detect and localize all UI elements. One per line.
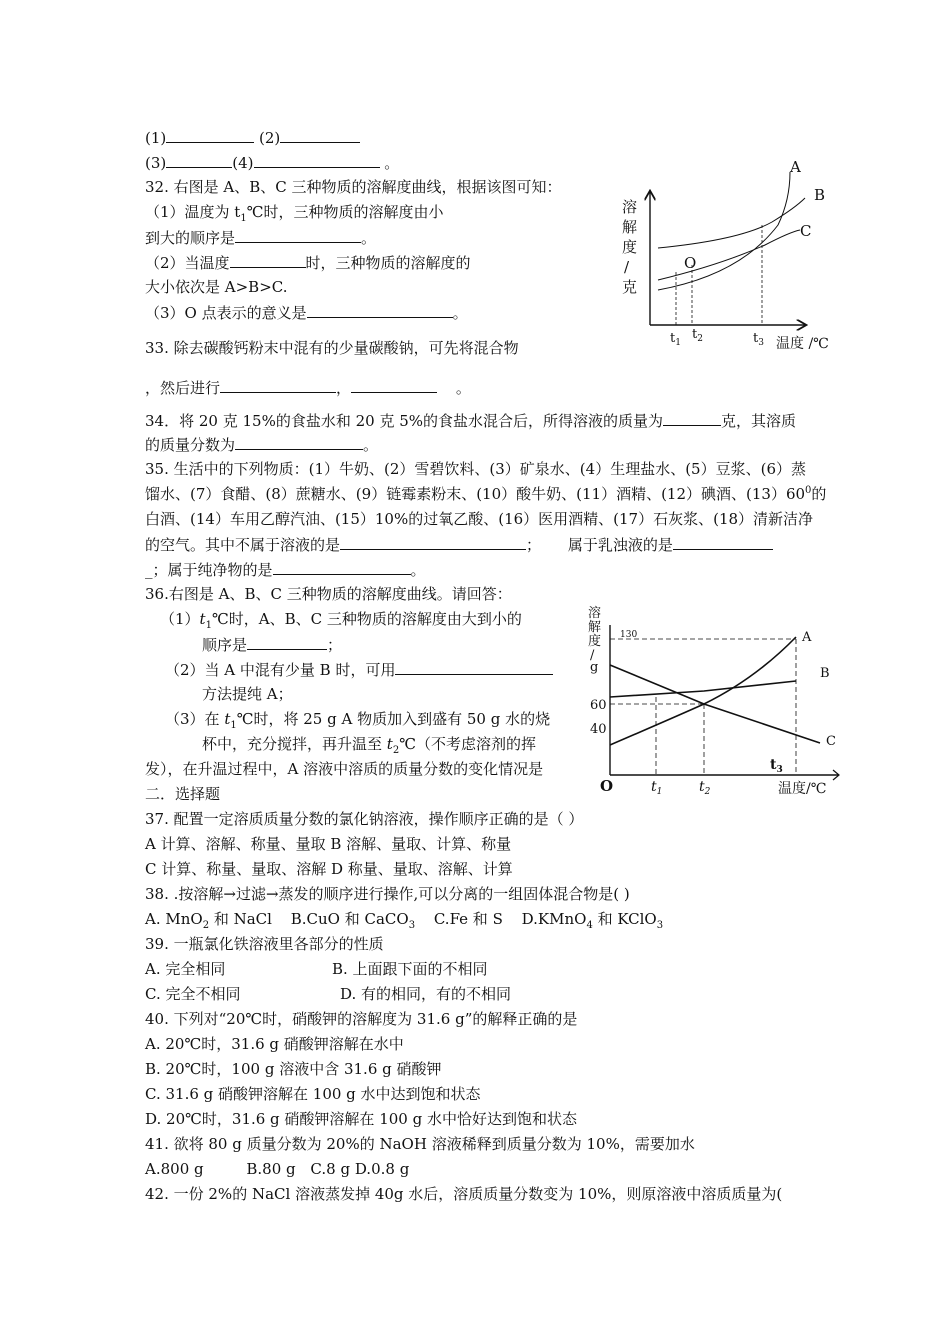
answer-blank[interactable] — [235, 434, 363, 450]
y-label-1: 溶 — [588, 606, 602, 621]
curve-a-label: A — [790, 158, 801, 176]
q36-part1-cont: 顺序是 ； — [202, 636, 343, 654]
curve-b — [658, 198, 805, 248]
y-label-2: 解 — [588, 620, 602, 635]
q32-stem: 32. 右图是 A、B、C 三种物质的溶解度曲线，根据该图可知： — [145, 178, 562, 196]
q37-options-ab: A 计算、溶解、称量、量取 B 溶解、量取、计算、称量 — [145, 835, 512, 853]
answer-blank[interactable] — [254, 152, 380, 168]
answer-blank[interactable] — [307, 302, 453, 318]
t3-label: $t_3$ — [770, 757, 783, 775]
q32-part2-cont: 大小依次是 A>B>C. — [145, 278, 288, 296]
t3-label: $t_3$ — [753, 331, 764, 348]
curve-a-label: A — [802, 630, 812, 645]
q38-options: A. MnO$_2$ 和 NaCl B.CuO 和 CaCO$_3$ C.Fe 和 S D.KMnO$_4$ 和 KClO$_3$ — [145, 910, 664, 931]
y-label-4: / — [624, 258, 630, 276]
q40-option-b: B. 20℃时，100 g 溶液中含 31.6 g 硝酸钾 — [145, 1060, 442, 1078]
q36-part2-cont: 方法提纯 A； — [202, 685, 293, 703]
q34-line-2: 的质量分数为 。 — [145, 436, 379, 454]
q35-line-1: 35. 生活中的下列物质：(1）牛奶、(2）雪碧饮料、(3）矿泉水、(4）生理盐水、(5）豆浆、(6）蒸 — [145, 460, 806, 478]
q32-part1: （1）温度为 $t_1℃$时，三种物质的溶解度由小 — [145, 203, 444, 224]
q39-option-d: D. 有的相同，有的不相同 — [340, 985, 512, 1003]
answer-blank[interactable] — [273, 559, 411, 575]
q35-line-4: 的空气。其中不属于溶液的是 ； 属于乳浊液的是 — [145, 534, 773, 555]
q40-option-c: C. 31.6 g 硝酸钾溶解在 100 g 水中达到饱和状态 — [145, 1085, 481, 1103]
answer-blank[interactable] — [673, 534, 773, 550]
q42-stem: 42. 一份 2%的 NaCl 溶液蒸发掉 40g 水后，溶质质量分数变为 10%，则原溶液中溶质质量为( — [145, 1185, 783, 1203]
q37-options-cd: C 计算、称量、量取、溶解 D 称量、量取、溶解、计算 — [145, 860, 513, 878]
origin-label: O — [600, 777, 614, 795]
x-axis-label: 温度 /℃ — [776, 336, 829, 352]
answer-blank[interactable] — [663, 410, 721, 426]
q35-line-2: 馏水、(7）食醋、(8）蔗糖水、(9）链霉素粉末、(10）酸牛奶、(11）酒精、(12）碘酒、$(13)60^0$的 — [145, 485, 827, 503]
answer-blank[interactable] — [220, 377, 336, 393]
q32-part2: （2）当温度 时，三种物质的溶解度的 — [145, 254, 471, 272]
q36-part3-cont: 杯中，充分搅拌，再升温至 $t_2℃$（不考虑溶剂的挥 — [202, 735, 536, 756]
q37-stem: 37. 配置一定溶质质量分数的氯化钠溶液，操作顺序正确的是（ ） — [145, 810, 584, 828]
y-label-2: 解 — [622, 218, 638, 236]
q41-stem: 41. 欲将 80 g 质量分数为 20%的 NaOH 溶液稀释到质量分数为 10%，需要加水 — [145, 1135, 695, 1153]
q40-stem: 40. 下列对“20℃时，硝酸钾的溶解度为 31.6 g”的解释正确的是 — [145, 1010, 578, 1028]
answer-blank[interactable] — [235, 227, 361, 243]
y-tick-40: 40 — [590, 722, 607, 737]
q31-line-2: (3) (4) 。 — [145, 154, 400, 172]
q39-option-b: B. 上面跟下面的不相同 — [332, 960, 488, 978]
q40-option-d: D. 20℃时，31.6 g 硝酸钾溶解在 100 g 水中恰好达到饱和状态 — [145, 1110, 577, 1128]
q35-line-3: 白酒、(14）车用乙醇汽油、(15）10%的过氧乙酸、(16）医用酒精、(17）石灰浆、(18）清新洁净 — [145, 510, 814, 528]
q33-line-2: ，然后进行 ， 。 — [145, 379, 471, 397]
q33-line-1: 33. 除去碳酸钙粉末中混有的少量碳酸钠，可先将混合物 — [145, 339, 519, 357]
q32-part3: （3）O 点表示的意义是 。 — [145, 304, 468, 322]
q38-stem: 38. .按溶解→过滤→蒸发的顺序进行操作,可以分离的一组固体混合物是( ) — [145, 885, 630, 903]
point-o-label: O — [684, 254, 697, 272]
x-axis-label: 温度/℃ — [778, 781, 827, 797]
q39-option-a: A. 完全相同 — [145, 960, 226, 978]
q40-option-a: A. 20℃时，31.6 g 硝酸钾溶解在水中 — [145, 1035, 404, 1053]
y-tick-130: 130 — [620, 630, 638, 640]
t1-label: $t_1$ — [670, 331, 681, 348]
answer-blank[interactable] — [230, 252, 306, 268]
answer-blank[interactable] — [166, 127, 254, 143]
t2-label: $t_2$ — [692, 327, 703, 344]
y-tick-60: 60 — [590, 698, 607, 713]
y-label-3: 度 — [622, 238, 638, 256]
curve-b-label: B — [820, 666, 830, 681]
answer-blank[interactable] — [280, 127, 360, 143]
q31-line-1: (1) (2) — [145, 127, 360, 148]
answer-blank[interactable] — [247, 634, 327, 650]
y-label-5: 克 — [622, 278, 638, 296]
q36-part1: $(1)t_1℃$时，A、B、C 三种物质的溶解度由大到小的 — [160, 610, 522, 631]
curve-a — [658, 172, 790, 290]
y-label-4: / — [590, 648, 595, 663]
q39-option-c: C. 完全不相同 — [145, 985, 241, 1003]
t2-label: $t_2$ — [699, 779, 711, 797]
q41-options: A.800 g B.80 g C.8 g D.0.8 g — [145, 1160, 410, 1178]
section-title: 二．选择题 — [145, 785, 221, 803]
q36-part2: （2）当 A 中混有少量 B 时，可用 — [165, 659, 553, 680]
q34-line-1: 34．将 20 克 15%的食盐水和 20 克 5%的食盐水混合后，所得溶液的质量为 克，其溶质 — [145, 412, 797, 430]
solubility-chart-1 — [600, 150, 850, 355]
curve-b-label: B — [814, 186, 826, 204]
answer-blank[interactable] — [340, 534, 526, 550]
t1-label: $t_1$ — [651, 779, 663, 797]
curve-c-label: C — [826, 734, 836, 749]
answer-blank[interactable] — [166, 152, 232, 168]
y-label-1: 溶 — [622, 198, 638, 216]
q39-stem: 39. 一瓶氯化铁溶液里各部分的性质 — [145, 935, 384, 953]
solubility-chart-2 — [580, 605, 850, 800]
curve-c-label: C — [800, 222, 812, 240]
q35-line-5: _；属于纯净物的是 。 — [145, 561, 426, 579]
answer-blank[interactable] — [395, 659, 553, 675]
y-label-5: g — [590, 660, 599, 675]
y-label-3: 度 — [588, 634, 602, 649]
answer-blank[interactable] — [351, 377, 437, 393]
q36-stem: 36.右图是 A、B、C 三种物质的溶解度曲线。请回答： — [145, 585, 512, 603]
q36-part3-end: 发），在升温过程中，A 溶液中溶质的质量分数的变化情况是 — [145, 760, 544, 778]
q32-part1-cont: 到大的顺序是 。 — [145, 229, 377, 247]
q36-part3: （3）在 $t_1℃$时，将 25 g A 物质加入到盛有 50 g 水的烧 — [165, 710, 551, 731]
